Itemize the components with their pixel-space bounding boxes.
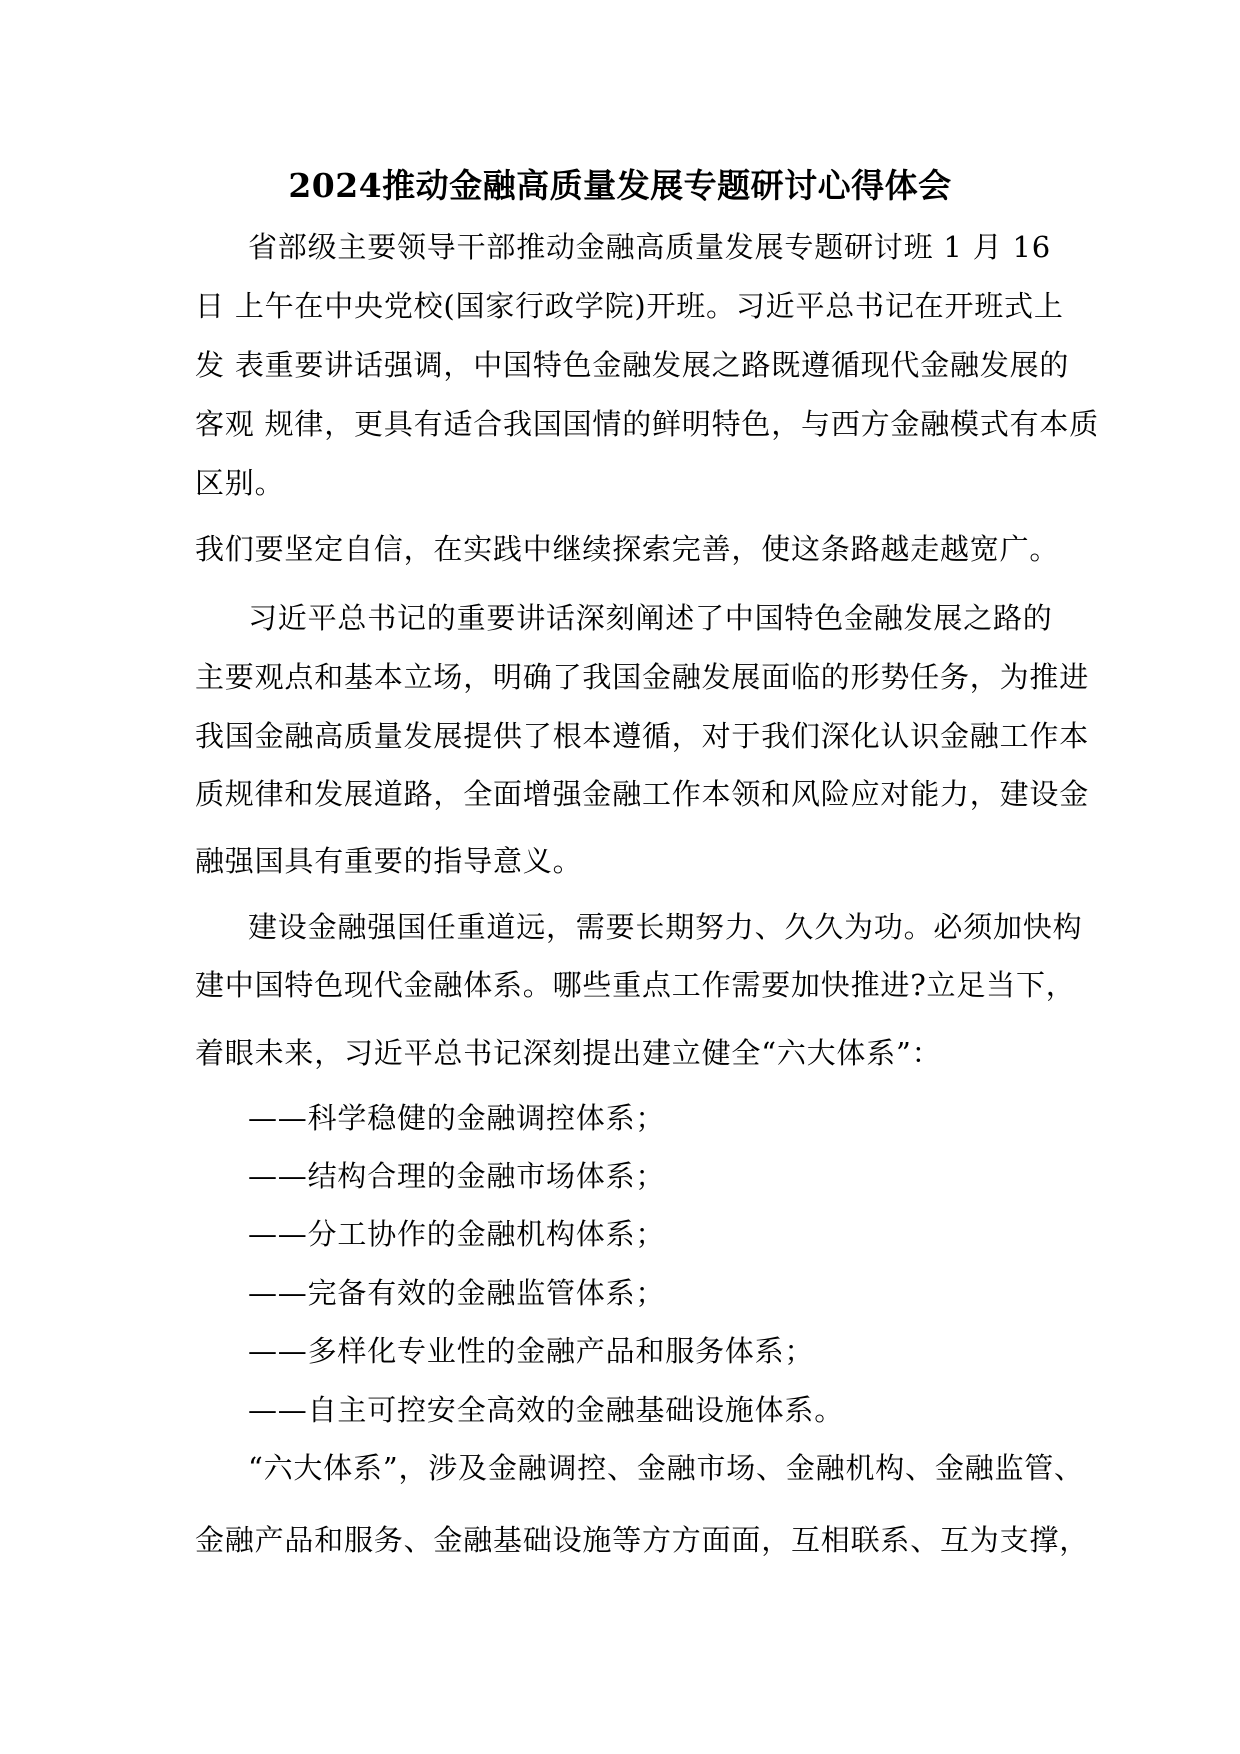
document-title: 2024推动金融高质量发展专题研讨心得体会	[288, 166, 952, 205]
paragraph-line: 融强国具有重要的指导意义。	[195, 844, 583, 878]
paragraph-line: 建设金融强国任重道远，需要长期努力、久久为功。必须加快构	[248, 910, 1083, 944]
paragraph-line: 省部级主要领导干部推动金融高质量发展专题研讨班 1 月 16	[248, 230, 1052, 264]
paragraph-line: 习近平总书记的重要讲话深刻阐述了中国特色金融发展之路的	[248, 601, 1053, 635]
paragraph-line: 着眼未来，习近平总书记深刻提出建立健全“六大体系”：	[195, 1036, 942, 1070]
paragraph-line: 质规律和发展道路，全面增强金融工作本领和风险应对能力，建设金	[195, 777, 1090, 811]
paragraph-line: 我们要坚定自信，在实践中继续探索完善，使这条路越走越宽广。	[195, 532, 1060, 566]
list-item: ——结构合理的金融市场体系；	[248, 1159, 666, 1193]
paragraph-line: 主要观点和基本立场，明确了我国金融发展面临的形势任务，为推进	[195, 660, 1090, 694]
list-item: ——分工协作的金融机构体系；	[248, 1217, 666, 1251]
paragraph-line: 区别。	[195, 466, 285, 500]
paragraph-line: 金融产品和服务、金融基础设施等方方面面，互相联系、互为支撑，	[195, 1523, 1090, 1557]
paragraph-line: “六大体系”，涉及金融调控、金融市场、金融机构、金融监管、	[248, 1451, 1084, 1485]
list-item: ——自主可控安全高效的金融基础设施体系。	[248, 1393, 845, 1427]
paragraph-line: 客观 规律，更具有适合我国国情的鲜明特色，与西方金融模式有本质	[195, 407, 1100, 441]
list-item: ——完备有效的金融监管体系；	[248, 1276, 666, 1310]
paragraph-line: 发 表重要讲话强调，中国特色金融发展之路既遵循现代金融发展的	[195, 348, 1070, 382]
paragraph-line: 日 上午在中央党校(国家行政学院)开班。习近平总书记在开班式上	[195, 289, 1064, 323]
list-item: ——科学稳健的金融调控体系；	[248, 1101, 666, 1135]
list-item: ——多样化专业性的金融产品和服务体系；	[248, 1334, 815, 1368]
paragraph-line: 建中国特色现代金融体系。哪些重点工作需要加快推进?立足当下，	[195, 968, 1076, 1002]
paragraph-line: 我国金融高质量发展提供了根本遵循，对于我们深化认识金融工作本	[195, 719, 1090, 753]
